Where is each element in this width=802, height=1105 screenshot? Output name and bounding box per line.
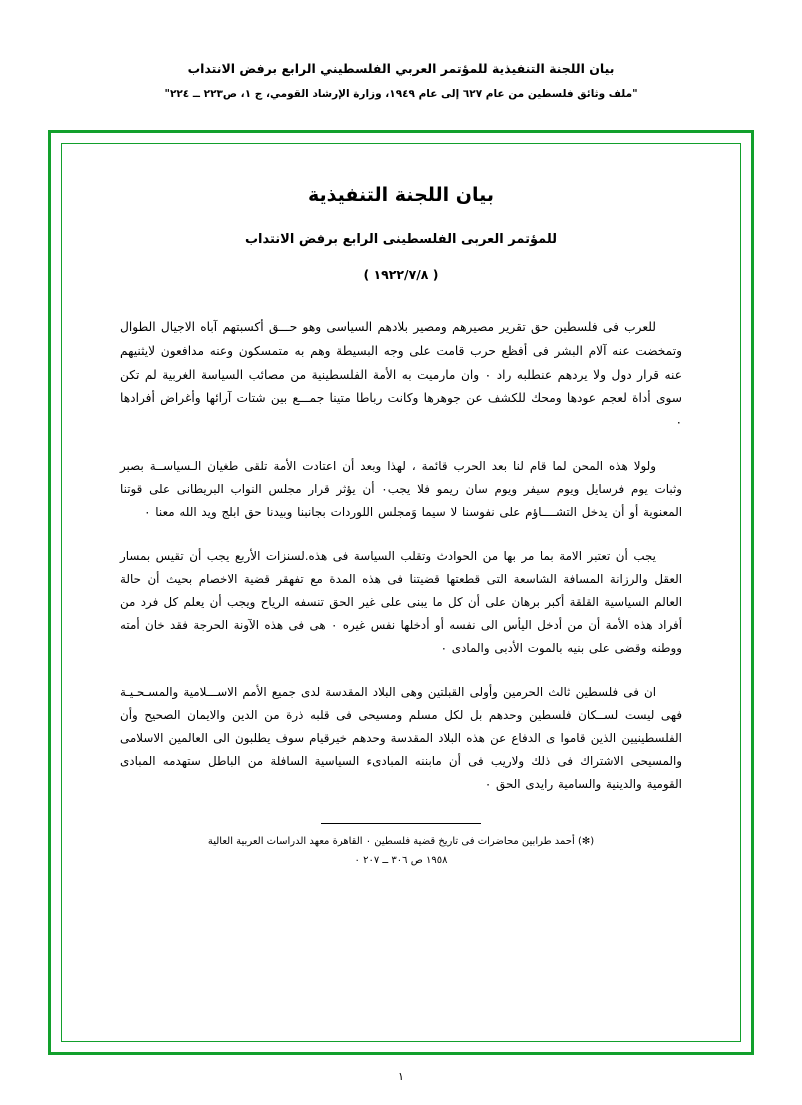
document-title: بيان اللجنة التنفيذية xyxy=(307,184,495,206)
green-frame-inner xyxy=(61,143,741,1042)
page-number: ١ xyxy=(398,1070,404,1083)
header-source-citation: "ملف وثائق فلسطين من عام ٦٢٧ إلى عام ١٩٤٩، وزارة الإرشاد القومي، ج ١، ص٢٢٣ ــ ٢٢٤" xyxy=(164,87,638,100)
header-main-title: بيان اللجنة التنفيذية للمؤتمر العربي الفلسطيني الرابع برفض الانتداب xyxy=(187,61,615,76)
footnote xyxy=(120,832,682,870)
paragraph: ولولا هذه المحن لما قام لنا بعد الحرب قائمة ، لهذا وبعد أن اعتادت الأمة تلقى طغيان الـسياســة بصبر وثبات يوم فرسايل ويوم سيفر ويوم سان ريمو فلا يجب٠ أن يؤثر قرار مجلس النواب البريطانى على قوتنا المعنوية أو أن يدخل التشــــاؤم على نفوسنا لا سيما وَمجلس اللوردات بجانبنا وبيدنا حق ابلج ويد الله معنا ٠ xyxy=(120,458,683,520)
green-frame-outer xyxy=(48,130,754,1055)
paragraph: يجب أن تعتبر الامة بما مر بها من الحوادث وتقلب السياسة فى هذه.لسنزات الأربع يجب أن تقيس بمسار العقل والرزانة المسافة الشاسعة التى قطعتها قضيتنا فى هذه المدة مع تفهقر قضية الاخصام بحيث أن حالة العالم السياسية القلقة أكبر برهان على أن كل ما يبنى على غير الحق تنسفه الرياح ويجب أن يعلم كل فرد من أفراد هذه الأمة أن من أدخل اليأس الى نفسه أو أدخلها نفس غيره ٠ هى فى هذه الآونة الحرجة فقد خان أمته ووطنه وقضى على بنيه بالموت الأدبى والمادى ٠ xyxy=(120,548,683,656)
page-header xyxy=(0,0,802,100)
paragraph: للعرب فى فلسطين حق تقرير مصيرهم ومصير بلادهم السياسى وهو حـــق أكسبتهم آباه الاجيال الطوال وتمخضت عنه آلام البشر فى أفظع حرب قامت على وجه البسيطة وهم به متمسكون وعنه مدافعون لايثنيهم عنه قرار دول ولا يردهم عنطلبه راد ٠ وان مارميت به الأمة الفلسطينية من مصائب السياسة الغربية لم تكن سوى أداة لعجم عودها ومحك للكشف عن جوهرها وكانت رباطا متينا جمـــع بين شتات آرائها وأغراض أفرادها ٠ xyxy=(120,320,682,430)
document-date: ( ١٩٢٢/٧/٨ ) xyxy=(363,267,439,282)
footnote-line: ١٩٥٨ ص ٣٠٦ ــ ٢٠٧ ٠ xyxy=(354,854,448,866)
footnote-line: (✻) أحمد طرابين محاضرات فى تاريخ قضية فلسطين ٠ القاهرة معهد الدراسات العربية العالية xyxy=(207,835,595,847)
document-subtitle: للمؤتمر العربى الفلسطينى الرابع برفض الانتداب xyxy=(244,232,558,247)
paragraph: ان فى فلسطين ثالث الحرمين وأولى القبلتين وهى البلاد المقدسة لدى جميع الأمم الاســـلامية والمسـحـيـة فهى ليست لســكان فلسطين وحدهم بل لكل مسلم ومسيحى فى قلبه ذرة من الدين والايمان الصحيح وأن الفلسطينيين الذين قاموا ى الدفاع عن هذه البلاد المقدسة وحدهم خيرقيام سوف يطلبون الى العالمين الاسلامى والمسيحى الاشتراك فى ذلك ولاريب فى أن مابننه المبادىء السياسية السافلة من الباطل ستهدمه المبادى القومية والدينية والسامية رايدى الحق ٠ xyxy=(120,684,682,792)
document-body xyxy=(120,316,682,797)
footnote-divider xyxy=(321,823,481,824)
document-title-block xyxy=(120,184,682,282)
document-content xyxy=(62,144,740,1041)
